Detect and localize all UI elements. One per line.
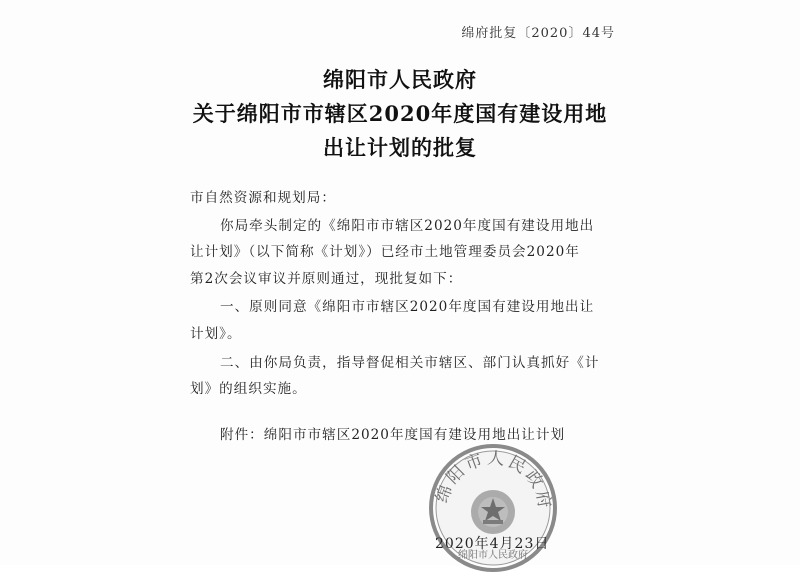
item-1-line-1: 一、原则同意《绵阳市市辖区2020年度国有建设用地出让: [220, 299, 595, 315]
attachment-line: 附件：绵阳市市辖区2020年度国有建设用地出让计划: [220, 427, 566, 443]
item-1-line-2: 计划》。: [190, 326, 242, 342]
seal-arc-path-text: 绵阳市人民政府: [432, 448, 555, 513]
paragraph-1-line-2: 让计划》（以下简称《计划》）已经市土地管理委员会2020年: [190, 244, 580, 260]
title-line-2: 关于绵阳市市辖区2020年度国有建设用地: [192, 101, 608, 126]
title-line-1: 绵阳市人民政府: [323, 67, 477, 92]
paragraph-1-line-3: 第2次会议审议并原则通过，现批复如下：: [190, 271, 463, 287]
seal-inner-text: 绵阳市人民政府: [458, 550, 528, 561]
document-date: 2020年4月23日: [435, 536, 550, 552]
addressee: 市自然资源和规划局：: [190, 190, 336, 206]
document-number: 绵府批复〔2020〕44号: [461, 26, 615, 41]
title-line-3: 出让计划的批复: [323, 135, 477, 160]
national-emblem-icon: [471, 490, 515, 534]
item-2-line-1: 二、由你局负责，指导督促相关市辖区、部门认真抓好《计: [220, 355, 600, 371]
item-2-line-2: 划》的组织实施。: [190, 381, 307, 397]
paragraph-1-line-1: 你局牵头制定的《绵阳市市辖区2020年度国有建设用地出: [220, 218, 595, 234]
official-seal: [425, 440, 560, 575]
